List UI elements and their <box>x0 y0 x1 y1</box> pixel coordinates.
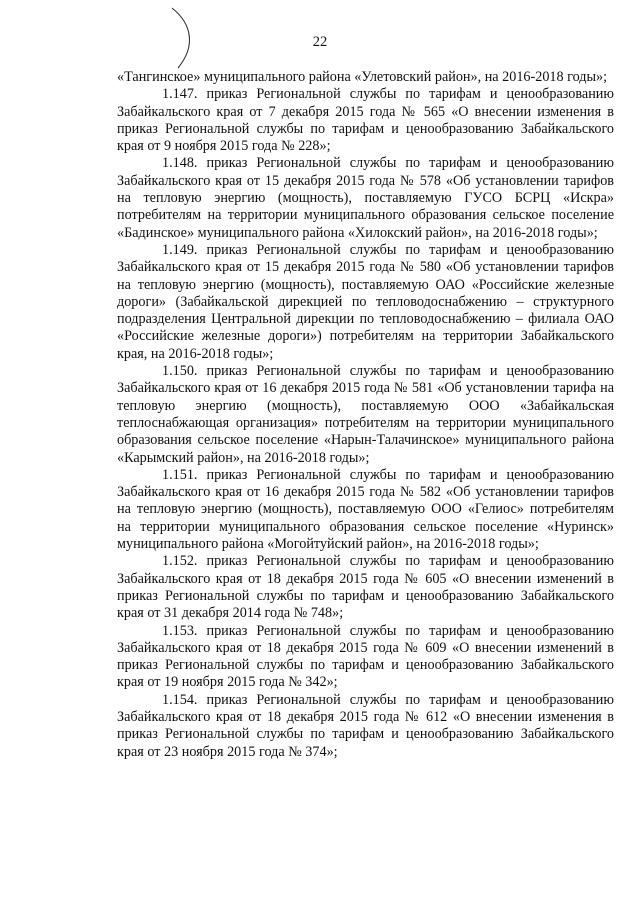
paragraph-1-148: 1.148. приказ Региональной службы по тарифам и ценообразованию Забайкальского края от 15 декабря 2015 года № 578 «Об установлении тарифов на тепловую энергию (мощность), поставляемую ГУСО БСРЦ «Искра» потребителям на территории муниципального образования сельское поселение «Бадинское» муниципального района «Хилокский район», на 2016-2018 годы»; <box>117 155 614 241</box>
paragraph-1-154: 1.154. приказ Региональной службы по тарифам и ценообразованию Забайкальского края от 18 декабря 2015 года № 612 «О внесении изменения в приказ Региональной службы по тарифам и ценообразованию Забайкальского края от 23 ноября 2015 года № 374»; <box>117 691 614 760</box>
paragraph-1-151: 1.151. приказ Региональной службы по тарифам и ценообразованию Забайкальского края от 16 декабря 2015 года № 582 «Об установлении тарифов на тепловую энергию (мощность), поставляемую ООО «Гелиос» потребителям на территории муниципального образования сельское поселение «Нуринск» муниципального района «Могойтуйский район», на 2016-2018 годы»; <box>117 466 614 553</box>
paragraph-1-150: 1.150. приказ Региональной службы по тарифам и ценообразованию Забайкальского края от 16 декабря 2015 года № 581 «Об установлении тарифа на тепловую энергию (мощность), поставляемую ООО «Забайкальская теплоснабжающая организация» потребителям на территории муниципального образования сельское поселение «Нарын-Талачинское» муниципального района «Карымский район», на 2016-2018 годы»; <box>117 363 614 466</box>
paragraph-continuation: «Тангинское» муниципального района «Улетовский район», на 2016-2018 годы»; <box>117 69 608 85</box>
paragraph-1-152: 1.152. приказ Региональной службы по тарифам и ценообразованию Забайкальского края от 18 декабря 2015 года № 605 «О внесении изменений в приказ Региональной службы по тарифам и ценообразованию Забайкальского края от 31 декабря 2014 года № 748»; <box>117 553 614 622</box>
paragraph-1-149: 1.149. приказ Региональной службы по тарифам и ценообразованию Забайкальского края от 15 декабря 2015 года № 580 «Об установлении тарифов на тепловую энергию (мощность), поставляемую ОАО «Российские железные дороги» (Забайкальской дирекцией по тепловодоснабжению – структурного подразделения Центральной дирекции по тепловодоснабжению – филиала ОАО «Российские железные дороги») потребителям на территории Забайкальского края, на 2016-2018 годы»; <box>117 241 614 362</box>
paragraph-1-153: 1.153. приказ Региональной службы по тарифам и ценообразованию Забайкальского края от 18 декабря 2015 года № 609 «О внесении изменений в приказ Региональной службы по тарифам и ценообразованию Забайкальского края от 19 ноября 2015 года № 342»; <box>117 622 614 691</box>
document-body <box>117 69 614 761</box>
page-number: 22 <box>312 34 328 50</box>
paragraph-1-147: 1.147. приказ Региональной службы по тарифам и ценообразованию Забайкальского края от 7 декабря 2015 года № 565 «О внесении изменения в приказ Региональной службы по тарифам и ценообразованию Забайкальского края от 9 ноября 2015 года № 228»; <box>117 86 614 155</box>
